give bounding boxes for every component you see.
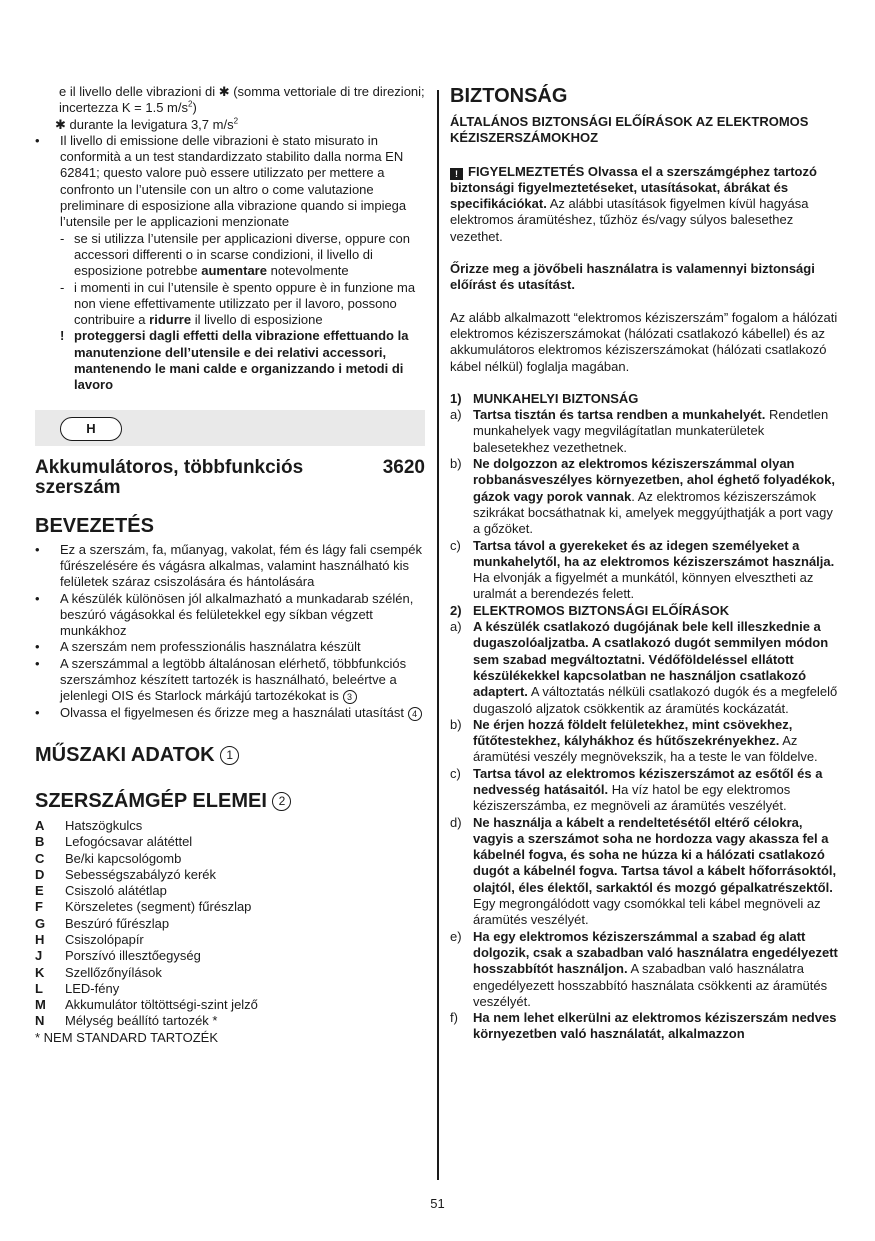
- list-item: [450, 766, 842, 815]
- language-bar: [35, 410, 425, 446]
- item-bold: Ne dolgozzon az elektromos kéziszerszámmal olyan robbanásveszélyes környezetben, ahol éghető folyadékok, gázok vagy porok vannak: [473, 456, 835, 504]
- item-marker: a): [450, 619, 462, 635]
- product-model: 3620: [382, 456, 425, 478]
- item-text: Rendetlen munkahelyek vagy megvilágítatlan munkaterületek balesetekhez vezethetnek.: [473, 407, 829, 455]
- figure-ref-icon: 3: [343, 690, 357, 704]
- part-letter: D: [35, 866, 45, 882]
- part-name: Hatszögkulcs: [65, 817, 143, 833]
- excl-text: proteggersi dagli effetti della vibrazione effettuando la manutenzione dell’utensile e dei relativi accessori, mantenendo le mani calde e organizzando i metodi di lavoro: [74, 328, 409, 393]
- item-bold: A készülék csatlakozó dugójának bele kell illeszkednie a dugaszolóaljzatba. A csatlakozó dugót semmilyen módon sem szabad megváltoztatni. Védőföldeléssel ellátott készülékekkel kapcsolatban ne használjon csatlakozó adaptert.: [473, 619, 829, 700]
- part-name: Beszúró fűrészlap: [65, 915, 170, 931]
- list-item: [35, 818, 425, 834]
- list-item: [35, 916, 425, 932]
- vibration-text: [35, 84, 425, 117]
- item-text: Egy megrongálódott vagy csomókkal teli kábel megnöveli az áramütés veszélyét.: [473, 896, 821, 928]
- list-item: [35, 883, 425, 899]
- intro-item: [35, 656, 425, 705]
- safety-heading: BIZTONSÁG: [450, 85, 568, 107]
- list-item: [450, 407, 842, 456]
- list-item: [35, 965, 425, 981]
- part-letter: E: [35, 883, 44, 899]
- left-column: [35, 84, 425, 1046]
- list-item: [35, 1013, 425, 1029]
- excl-item: [35, 328, 425, 393]
- parts-list: [35, 818, 425, 1046]
- language-code-badge: H: [60, 417, 122, 441]
- bullet-icon: •: [35, 704, 40, 720]
- part-name: Be/ki kapcsológomb: [65, 850, 182, 866]
- item-bold: Ha egy elektromos kéziszerszámmal a szabad ég alatt dolgozik, csak a szabadban való használatra engedélyezett hosszabbítót használjon.: [473, 928, 838, 977]
- list-item: [450, 619, 842, 717]
- part-letter: G: [35, 915, 46, 931]
- part-name: Szellőzőnyílások: [65, 964, 162, 980]
- list-item: [450, 717, 842, 766]
- dash-item-1: [35, 231, 425, 280]
- list-item: [450, 929, 842, 1010]
- vibration-line-1-end: ): [192, 100, 197, 116]
- item-text: A szabadban való használatra engedélyezett hosszabbító használata csökkenti az áramütés veszélyét.: [473, 961, 828, 1009]
- part-name: Csiszoló alátétlap: [65, 883, 167, 899]
- dash-icon: -: [60, 230, 65, 246]
- intro-item-text: A szerszám nem professzionális használatra készült: [60, 639, 361, 655]
- part-letter: C: [35, 850, 45, 866]
- intro-item-text: Olvassa el figyelmesen és őrizze meg a használati utasítást: [60, 704, 404, 720]
- item-bold: Ne használja a kábelt a rendeltetésétől eltérő célokra, vagyis a szerszámot soha ne hordozza vagy akassza fel a kábelnél fogva, és soha ne húzza ki a hálózati csatlakozó dugót a kábelnél fogva. Tartsa távol a kábelt hőforrásoktól, olajtól, éles élektől, sarkaktól és mozgó gépalkatrészektől.: [473, 814, 837, 895]
- list-item: [35, 997, 425, 1013]
- section-1-title: [450, 391, 842, 407]
- intro-item-text: Ez a szerszám, fa, műanyag, vakolat, fém és lágy fali csempék fűrészelésére és vágásra alkalmas, valamint használható kis felületek száraz csiszolására és hántolására: [60, 541, 422, 590]
- item-text: Az áramütési veszély megnövekszik, ha a teste le van földelve.: [473, 733, 818, 765]
- part-name: Csiszolópapír: [65, 931, 144, 947]
- vibration-line-1: e il livello delle vibrazioni di ✱ (somma vettoriale di tre direzioni; incertezza K = 1.5 m/s: [59, 84, 425, 116]
- part-name: Sebességszabályzó kerék: [65, 866, 217, 882]
- dash1-bold: aumentare: [201, 263, 267, 279]
- dash1-text: se si utilizza l’utensile per applicazioni diverse, oppure con accessori differenti o in scarse condizioni, il livello di esposizione potrebbe: [74, 230, 411, 279]
- list-item: [35, 948, 425, 964]
- item-bold: Tartsa távol a gyerekeket és az idegen személyeket a munkahelytől, ha az elektromos kéziszerszámot használja.: [473, 537, 835, 569]
- dash2-bold: ridurre: [149, 312, 192, 328]
- list-item: [35, 981, 425, 997]
- part-letter: F: [35, 899, 43, 915]
- bullet-icon: •: [35, 590, 40, 606]
- figure-ref-icon: 4: [408, 707, 422, 721]
- section-2-title: [450, 603, 842, 619]
- part-letter: J: [35, 948, 43, 964]
- item-marker: b): [450, 716, 462, 732]
- item-bold: Ne érjen hozzá földelt felületekhez, mint csövekhez, fűtőtestekhez, kályhákhoz és hűtőszekrényekhez.: [473, 716, 793, 749]
- list-item: [450, 538, 842, 603]
- asterisk-icon: ✱: [55, 116, 66, 132]
- dash-icon: -: [60, 279, 65, 295]
- parts-note: * NEM STANDARD TARTOZÉK: [35, 1029, 218, 1045]
- section-title: ELEKTROMOS BIZTONSÁGI ELŐÍRÁSOK: [473, 602, 730, 618]
- vibration-superscript: 2: [187, 99, 193, 109]
- list-item: [35, 867, 425, 883]
- item-marker: c): [450, 537, 461, 553]
- list-item: [450, 456, 842, 537]
- page-number: 51: [430, 1196, 445, 1211]
- list-item: [35, 932, 425, 948]
- vibration-line-2-superscript: 2: [233, 116, 239, 126]
- warning-triangle-icon: !: [450, 168, 463, 180]
- item-marker: a): [450, 407, 462, 423]
- dash2-post: il livello di esposizione: [194, 312, 323, 328]
- intro-item: [35, 542, 425, 591]
- column-divider: [437, 90, 439, 1180]
- dash1-post: notevolmente: [270, 263, 349, 279]
- intro-item: [35, 639, 425, 655]
- intro-item: [35, 591, 425, 640]
- part-letter: B: [35, 834, 45, 850]
- item-text: Ha víz hatol be egy elektromos kéziszerszámba, ez megnöveli az áramütés veszélyét.: [473, 781, 791, 814]
- item-marker: f): [450, 1010, 458, 1026]
- part-letter: M: [35, 997, 46, 1013]
- bullet-icon: •: [35, 639, 40, 655]
- figure-ref-icon: 1: [220, 746, 239, 765]
- part-name: Körszeletes (segment) fűrészlap: [65, 899, 252, 915]
- bullet-icon: •: [35, 132, 40, 148]
- keep-instructions: Őrizze meg a jövőbeli használatra is valamennyi biztonsági előírást és utasítást.: [450, 261, 815, 293]
- item-marker: c): [450, 765, 461, 781]
- bullet-icon: •: [35, 655, 40, 671]
- definition-paragraph: Az alább alkalmazott “elektromos kéziszerszám” fogalom a hálózati elektromos kéziszerszámokat (hálózati csatlakozó kábellel) és az akkumulátoros elektromos kéziszerszámokat (hálózati csatlakozó kábel nélkül) foglalja magában.: [450, 309, 838, 374]
- part-name: Mélység beállító tartozék *: [65, 1013, 218, 1029]
- part-name: Lefogócsavar alátéttel: [65, 834, 193, 850]
- warning-paragraph: [450, 164, 842, 245]
- safety-subheading: ÁLTALÁNOS BIZTONSÁGI ELŐÍRÁSOK AZ ELEKTROMOS KÉZISZERSZÁMOKHOZ: [450, 114, 809, 146]
- part-letter: L: [35, 980, 43, 996]
- section-number: 2): [450, 602, 462, 618]
- item-marker: d): [450, 814, 462, 830]
- intro-heading: BEVEZETÉS: [35, 514, 154, 537]
- part-letter: N: [35, 1013, 45, 1029]
- warning-bold: FIGYELMEZTETÉS Olvassa el a szerszámgéphez tartozó biztonsági figyelmeztetéseket, utasításokat, ábrákat és specifikációkat.: [450, 163, 817, 212]
- item-text: Ha elvonják a figyelmét a munkától, könnyen elvesztheti az uralmát a berendezés felett.: [473, 570, 814, 602]
- section-title: MUNKAHELYI BIZTONSÁG: [473, 390, 639, 406]
- product-title-row: [35, 458, 425, 498]
- part-letter: H: [35, 931, 45, 947]
- emission-text: Il livello di emissione delle vibrazioni è stato misurato in conformità a un test standardizzato stabilito dalla norma EN 62841; questo valore può essere utilizzato per mettere a confronto un l’utensile con un altro o come valutazione preliminare di esposizione alla vibrazione quando si impiega l’utensile per le applicazioni menzionate: [60, 132, 407, 230]
- dash-item-2: [35, 280, 425, 329]
- item-marker: e): [450, 928, 462, 944]
- part-name: Porszívó illesztőegység: [65, 948, 201, 964]
- item-bold: Tartsa tisztán és tartsa rendben a munkahelyét.: [473, 407, 766, 423]
- item-text: A változtatás nélküli csatlakozó dugók és a megfelelő dugaszoló aljzatok csökkentik az áramütés kockázatát.: [473, 684, 838, 716]
- list-item: [35, 899, 425, 915]
- right-column: [450, 84, 842, 1043]
- intro-item-text: A készülék különösen jól alkalmazható a munkadarab szélén, beszúró vágásokkal és felületekkel egy síkban végzett munkákhoz: [60, 590, 414, 639]
- part-letter: A: [35, 817, 45, 833]
- part-letter: K: [35, 964, 45, 980]
- vibration-line-2: durante la levigatura 3,7 m/s: [69, 116, 234, 132]
- vibration-sanding: [35, 117, 425, 133]
- product-title: Akkumulátoros, többfunkciós szerszám: [35, 456, 304, 498]
- part-name: LED-fény: [65, 980, 120, 996]
- figure-ref-icon: 2: [272, 792, 291, 811]
- parts-heading: [35, 789, 425, 813]
- bullet-icon: •: [35, 541, 40, 557]
- item-bold: Tartsa távol az elektromos kéziszerszámot az esőtől és a nedvesség hatásaitól.: [473, 765, 823, 797]
- part-name: Akkumulátor töltöttségi-szint jelző: [65, 997, 258, 1013]
- list-item: [35, 851, 425, 867]
- exclamation-icon: !: [60, 328, 65, 344]
- item-marker: b): [450, 456, 462, 472]
- emission-item: [35, 133, 425, 231]
- tech-heading: [35, 743, 425, 767]
- list-item: [450, 1010, 842, 1043]
- tech-heading-text: MŰSZAKI ADATOK: [35, 743, 215, 766]
- list-item: [35, 834, 425, 850]
- intro-item: [35, 705, 425, 721]
- warning-text: Az alábbi utasítások figyelmen kívül hagyása elektromos áramütéshez, tűzhöz és/vagy súlyos balesethez vezethet.: [450, 196, 809, 244]
- intro-item-text: A szerszámmal a legtöbb általánosan elérhető, többfunkciós szerszámhoz készített tartozék is használható, beleértve a jelenlegi OIS és Starlock márkájú tartozékokat is: [60, 655, 407, 704]
- item-text: . Az elektromos kéziszerszámok szikrákat bocsáthatnak ki, amelyek meggyújthatják a port vagy a gőzöket.: [473, 488, 833, 537]
- item-bold: Ha nem lehet elkerülni az elektromos kéziszerszám nedves környezetben való használatát, alkalmazzon: [473, 1010, 837, 1042]
- list-item: [450, 815, 842, 929]
- parts-heading-text: SZERSZÁMGÉP ELEMEI: [35, 789, 267, 812]
- section-number: 1): [450, 390, 462, 406]
- dash2-text: i momenti in cui l’utensile è spento oppure è in funzione ma non viene effettivamente utilizzato per il lavoro, possono contribuire a: [74, 279, 416, 328]
- intro-list: [35, 542, 425, 721]
